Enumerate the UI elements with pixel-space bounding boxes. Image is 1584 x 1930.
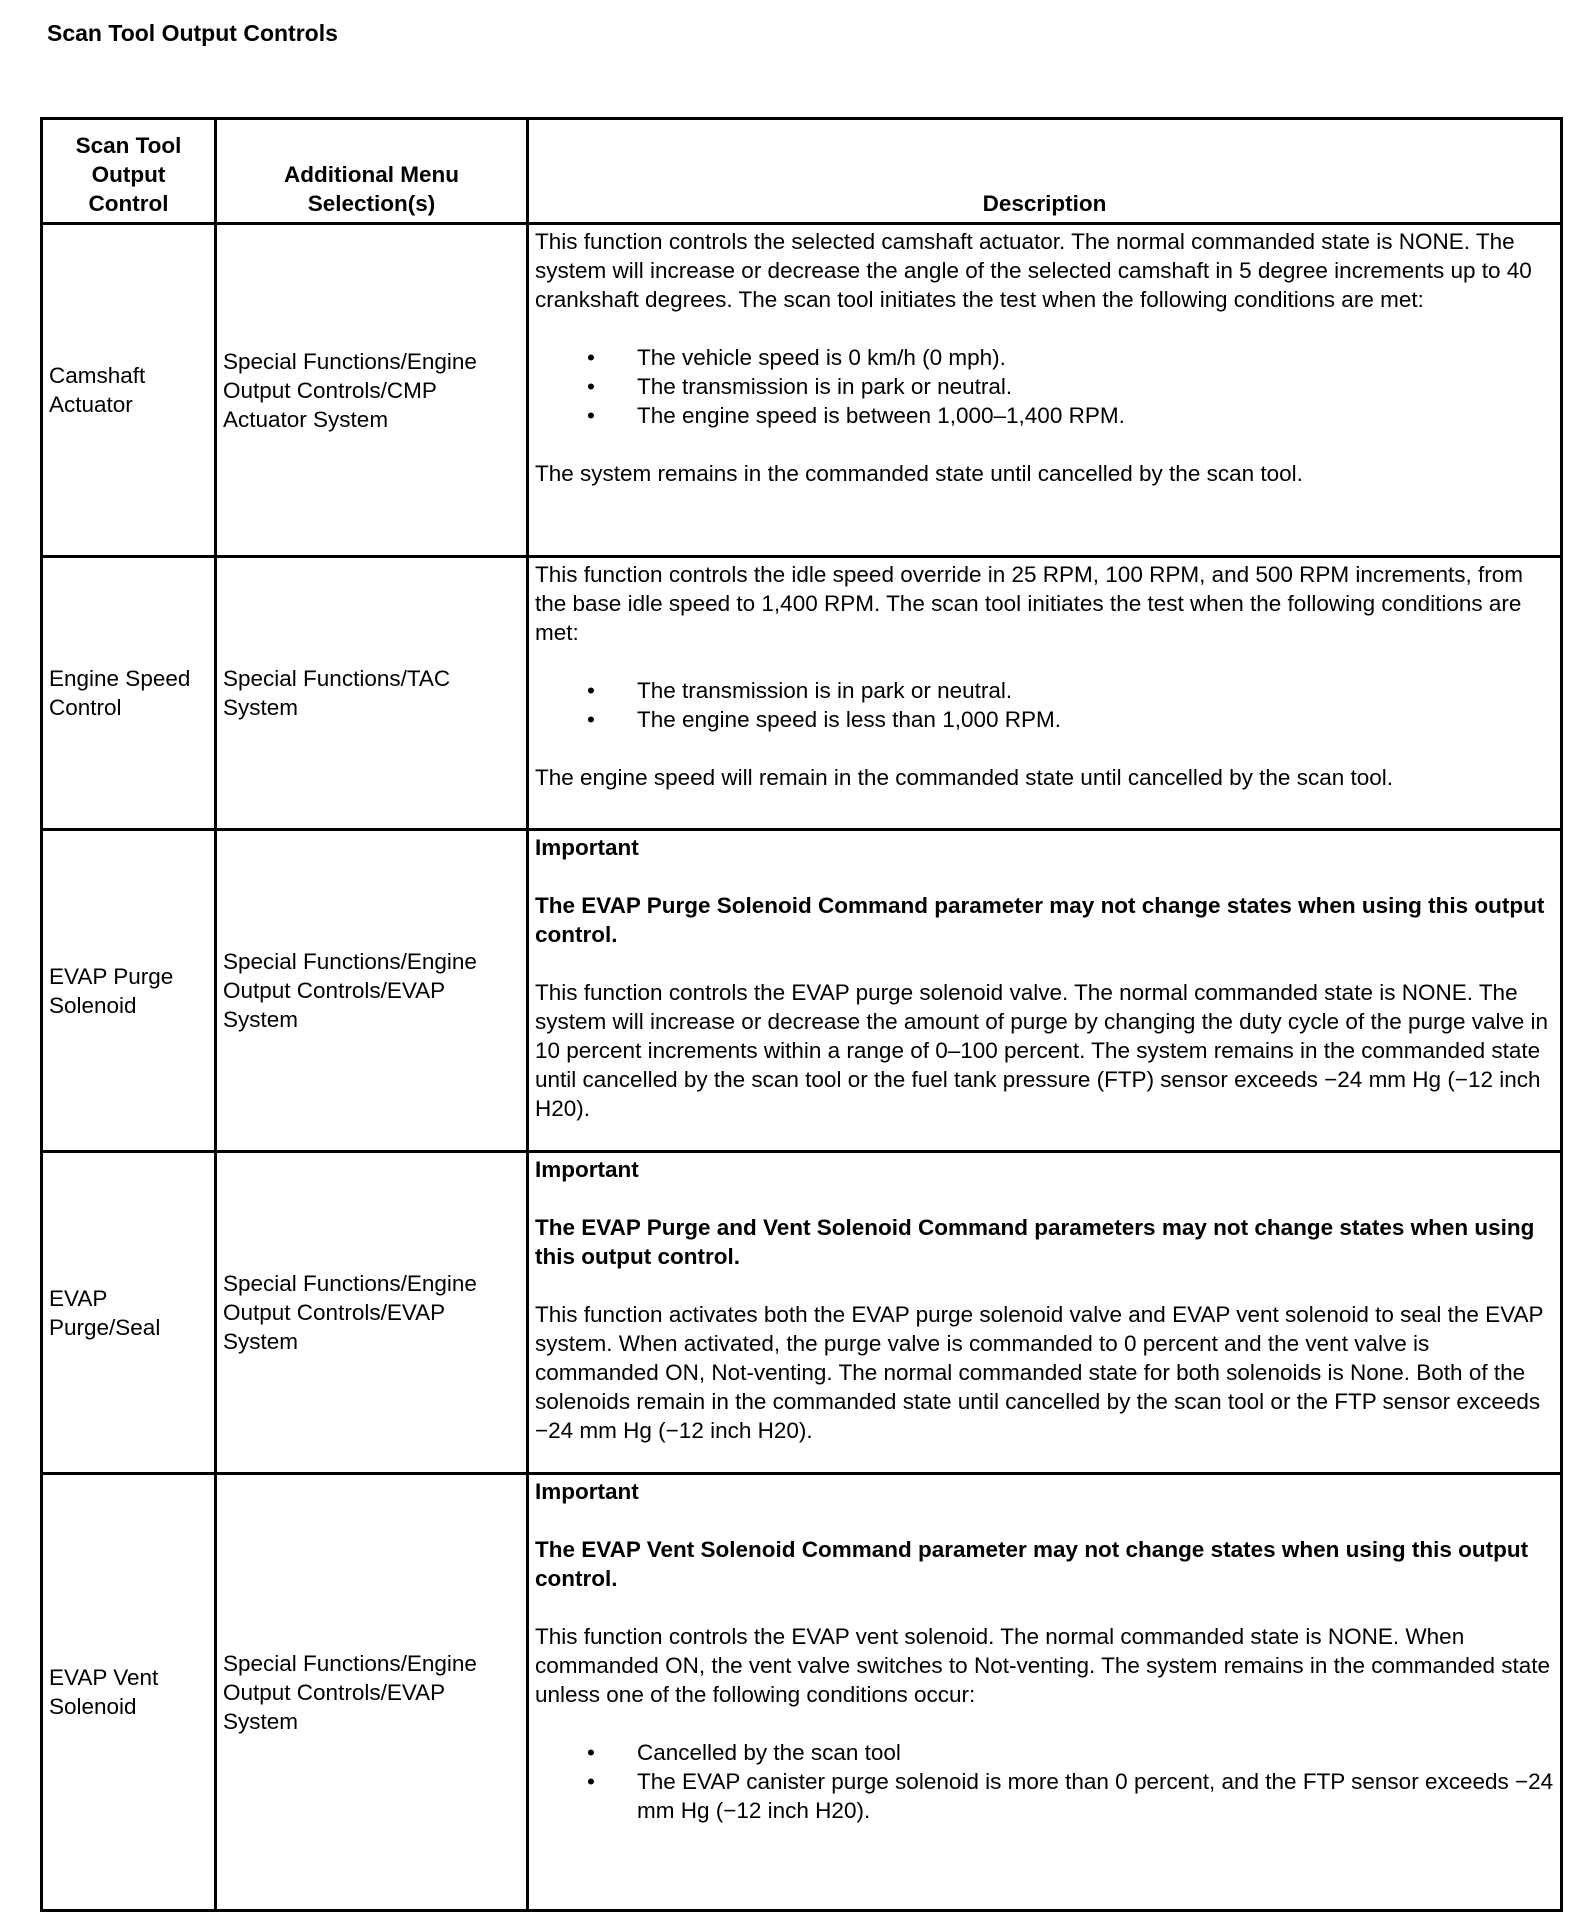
description-paragraph: This function controls the EVAP vent solenoid. The normal commanded state is NONE. When commanded ON, the vent valve switches to Not-venting. The system remains in the commanded state unless one of the following conditions occur: (535, 1624, 1551, 1707)
table-header-row (42, 119, 1562, 224)
description-paragraph: The engine speed will remain in the commanded state until cancelled by the scan tool. (535, 765, 1393, 790)
condition-list (535, 1738, 1554, 1825)
description-cell (528, 1474, 1562, 1911)
header-description: Description (528, 119, 1562, 224)
control-cell: Camshaft Actuator (42, 224, 216, 557)
menu-cell: Special Functions/TAC System (216, 557, 528, 830)
important-label: Important (535, 835, 639, 860)
description-paragraph: This function activates both the EVAP purge solenoid valve and EVAP vent solenoid to seal the EVAP system. When activated, the purge valve is commanded to 0 percent and the vent valve is commanded ON, Not-venting. The normal commanded state for both solenoids is None. Both of the solenoids remain in the commanded state until cancelled by the scan tool or the FTP sensor exceeds −24 mm Hg (−12 inch H20). (535, 1302, 1544, 1443)
description-paragraph: The system remains in the commanded state until cancelled by the scan tool. (535, 461, 1303, 486)
condition-item: • The engine speed is less than 1,000 RPM. (535, 705, 1554, 734)
condition-list (535, 676, 1554, 734)
description-paragraph: This function controls the EVAP purge solenoid valve. The normal commanded state is NONE. The system will increase or decrease the amount of purge by changing the duty cycle of the purge valve in 10 percent increments within a range of 0–100 percent. The system remains in the commanded state until cancelled by the scan tool or the fuel tank pressure (FTP) sensor exceeds −24 mm Hg (−12 inch H20). (535, 980, 1549, 1121)
table-row (42, 557, 1562, 830)
description-paragraph: This function controls the selected camshaft actuator. The normal commanded state is NONE. The system will increase or decrease the angle of the selected camshaft in 5 degree increments up to 40 crankshaft degrees. The scan tool initiates the test when the following conditions are met: (535, 229, 1532, 312)
menu-cell: Special Functions/Engine Output Controls/EVAP System (216, 1474, 528, 1911)
important-note: The EVAP Purge Solenoid Command parameter may not change states when using this output control. (535, 893, 1545, 947)
description-cell (528, 830, 1562, 1152)
control-cell: Engine Speed Control (42, 557, 216, 830)
condition-item: • The EVAP canister purge solenoid is more than 0 percent, and the FTP sensor exceeds −24 mm Hg (−12 inch H20). (535, 1767, 1554, 1825)
important-note: The EVAP Vent Solenoid Command parameter may not change states when using this output control. (535, 1537, 1529, 1591)
page-title: Scan Tool Output Controls (47, 20, 338, 46)
important-label: Important (535, 1479, 639, 1504)
menu-cell: Special Functions/Engine Output Controls/EVAP System (216, 1152, 528, 1474)
header-control: Scan Tool Output Control (42, 119, 216, 224)
important-note: The EVAP Purge and Vent Solenoid Command parameters may not change states when using this output control. (535, 1215, 1535, 1269)
table-row (42, 224, 1562, 557)
description-cell (528, 557, 1562, 830)
control-cell: EVAP Vent Solenoid (42, 1474, 216, 1911)
table-row (42, 1152, 1562, 1474)
description-cell (528, 1152, 1562, 1474)
header-menu: Additional Menu Selection(s) (216, 119, 528, 224)
condition-item: • The engine speed is between 1,000–1,400 RPM. (535, 401, 1554, 430)
menu-cell: Special Functions/Engine Output Controls/CMP Actuator System (216, 224, 528, 557)
description-cell (528, 224, 1562, 557)
table-row (42, 830, 1562, 1152)
condition-item: • The transmission is in park or neutral. (535, 372, 1554, 401)
condition-item: • The vehicle speed is 0 km/h (0 mph). (535, 343, 1554, 372)
condition-list (535, 343, 1554, 430)
important-label: Important (535, 1157, 639, 1182)
output-controls-table (40, 117, 1563, 1912)
control-cell: EVAP Purge/Seal (42, 1152, 216, 1474)
description-paragraph: This function controls the idle speed override in 25 RPM, 100 RPM, and 500 RPM increments, from the base idle speed to 1,400 RPM. The scan tool initiates the test when the following conditions are met: (535, 562, 1523, 645)
condition-item: • Cancelled by the scan tool (535, 1738, 1554, 1767)
menu-cell: Special Functions/Engine Output Controls/EVAP System (216, 830, 528, 1152)
table-row (42, 1474, 1562, 1911)
condition-item: • The transmission is in park or neutral. (535, 676, 1554, 705)
control-cell: EVAP Purge Solenoid (42, 830, 216, 1152)
